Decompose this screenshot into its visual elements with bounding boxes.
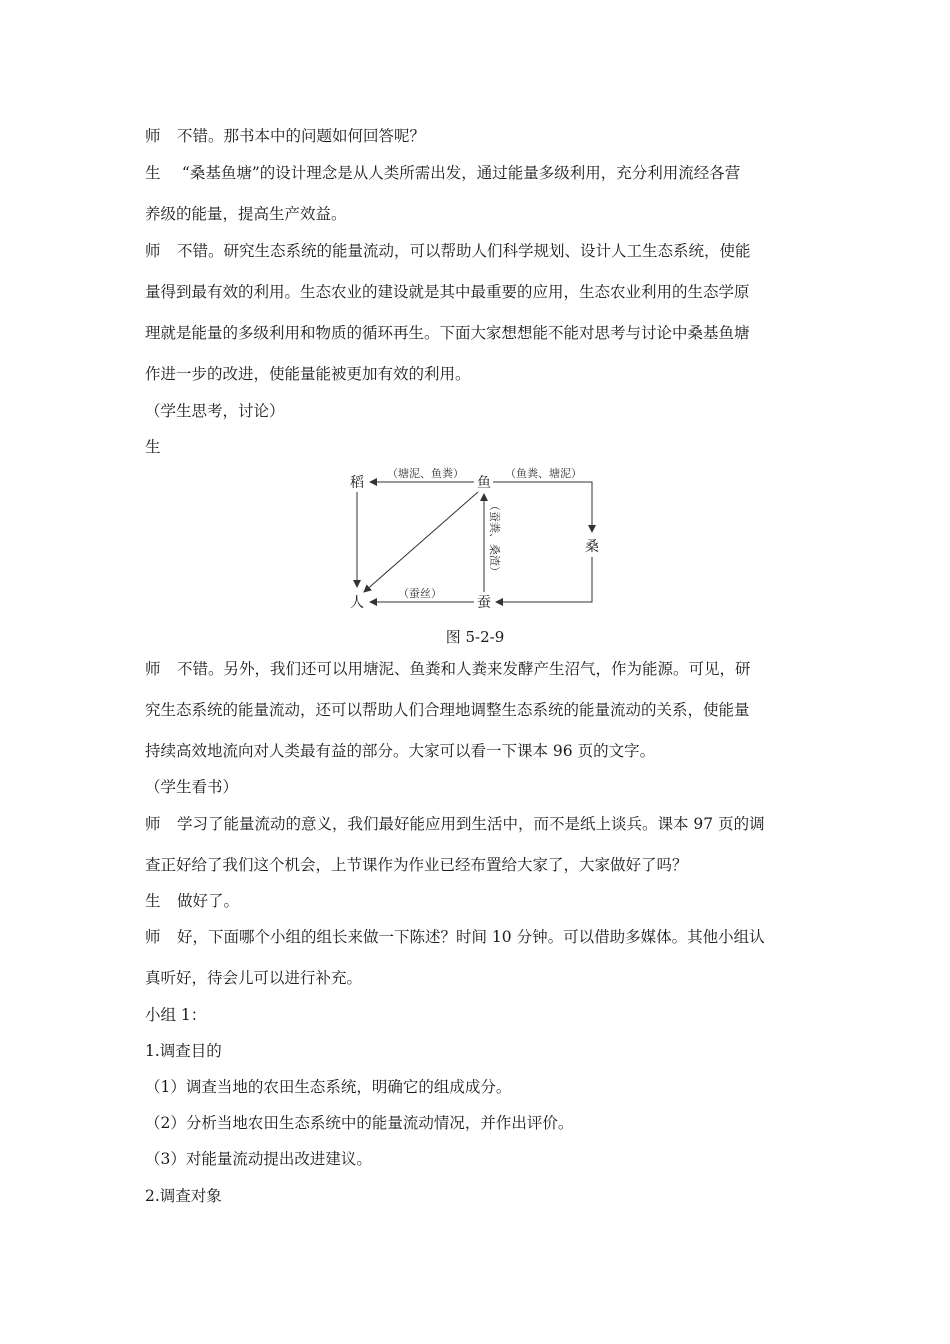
line-text: 学习了能量流动的意义，我们最好能应用到生活中，而不是纸上谈兵。课本 97 页的调 bbox=[177, 815, 765, 833]
line-text: 持续高效地流向对人类最有益的部分。大家可以看一下课本 96 页的文字。 bbox=[145, 742, 656, 760]
dialogue-line bbox=[145, 241, 751, 261]
label-silkworm-to-human: （蚕丝） bbox=[398, 587, 442, 600]
line-text: 小组 1： bbox=[145, 1006, 207, 1024]
line-text: 理就是能量的多级利用和物质的循环再生。下面大家想想能不能对思考与讨论中桑基鱼塘 bbox=[145, 324, 750, 342]
line-text: 究生态系统的能量流动，还可以帮助人们合理地调整生态系统的能量流动的关系，使能量 bbox=[145, 701, 750, 719]
arrow-fish-to-mulberry bbox=[493, 482, 592, 532]
line-text: 养级的能量，提高生产效益。 bbox=[145, 205, 347, 223]
dialogue-line bbox=[145, 777, 238, 797]
line-text: 量得到最有效的利用。生态农业的建设就是其中最重要的应用，生态农业利用的生态学原 bbox=[145, 283, 750, 301]
arrow-mulberry-to-silkworm bbox=[496, 557, 592, 602]
line-text: 作进一步的改进，使能量能被更加有效的利用。 bbox=[145, 365, 471, 383]
dialogue-line bbox=[145, 891, 239, 911]
line-text: 好，下面哪个小组的组长来做一下陈述？时间 10 分钟。可以借助多媒体。其他小组认 bbox=[177, 928, 765, 946]
label-fish-to-mulberry: （鱼粪、塘泥） bbox=[505, 467, 582, 480]
label-silkworm-to-fish: （蚕粪、桑渣） bbox=[488, 500, 501, 577]
dialogue-line bbox=[145, 814, 765, 834]
dialogue-line bbox=[145, 659, 751, 679]
line-text: 查正好给了我们这个机会，上节课作为作业已经布置给大家了，大家做好了吗？ bbox=[145, 856, 688, 874]
speaker-label: 师 bbox=[145, 127, 161, 145]
dialogue-line bbox=[145, 323, 750, 343]
list-item bbox=[145, 1113, 573, 1133]
line-text: 生 bbox=[145, 438, 161, 456]
line-text: （学生看书） bbox=[145, 778, 239, 796]
node-mulberry: 桑 bbox=[585, 539, 599, 555]
dialogue-line bbox=[145, 282, 750, 302]
line-text: 2.调查对象 bbox=[145, 1187, 222, 1205]
line-text: 真听好，待会儿可以进行补充。 bbox=[145, 969, 363, 987]
dialogue-line bbox=[145, 163, 740, 183]
dialogue-line bbox=[145, 855, 688, 875]
dialogue-line bbox=[145, 437, 161, 457]
speaker-label: 师 bbox=[145, 660, 161, 678]
line-text: （2）分析当地农田生态系统中的能量流动情况，并作出评价。 bbox=[145, 1114, 574, 1132]
figure-caption: 图 5-2-9 bbox=[445, 628, 505, 646]
line-text: （学生思考，讨论） bbox=[145, 402, 285, 420]
dialogue-line bbox=[145, 927, 765, 947]
speaker-label: 生 bbox=[145, 164, 161, 182]
line-text: 不错。研究生态系统的能量流动，可以帮助人们科学规划、设计人工生态系统，使能 bbox=[177, 242, 751, 260]
dialogue-line bbox=[145, 968, 362, 988]
line-text: （1）调查当地的农田生态系统，明确它的组成成分。 bbox=[145, 1078, 512, 1096]
dialogue-line bbox=[145, 700, 750, 720]
line-text: （3）对能量流动提出改进建议。 bbox=[145, 1150, 372, 1168]
list-item bbox=[145, 1149, 372, 1169]
line-text: 不错。另外，我们还可以用塘泥、鱼粪和人粪来发酵产生沼气，作为能源。可见，研 bbox=[177, 660, 751, 678]
dialogue-line bbox=[145, 204, 347, 224]
dialogue-line bbox=[145, 741, 655, 761]
energy-flow-diagram bbox=[0, 462, 950, 612]
label-fish-to-rice: （塘泥、鱼粪） bbox=[387, 467, 464, 480]
speaker-label: 师 bbox=[145, 815, 161, 833]
dialogue-line bbox=[145, 364, 471, 384]
section-heading bbox=[145, 1186, 222, 1206]
speaker-label: 师 bbox=[145, 242, 161, 260]
node-human: 人 bbox=[350, 595, 364, 611]
node-fish: 鱼 bbox=[477, 475, 491, 491]
speaker-label: 师 bbox=[145, 928, 161, 946]
arrow-fish-to-human bbox=[364, 492, 478, 592]
node-silkworm: 蚕 bbox=[477, 595, 491, 611]
dialogue-line bbox=[145, 401, 285, 421]
list-item bbox=[145, 1077, 511, 1097]
node-rice: 稻 bbox=[350, 475, 364, 491]
line-text: 不错。那书本中的问题如何回答呢？ bbox=[177, 127, 426, 145]
line-text: 1.调查目的 bbox=[145, 1042, 222, 1060]
section-heading bbox=[145, 1041, 222, 1061]
dialogue-line bbox=[145, 126, 425, 146]
line-text: “桑基鱼塘”的设计理念是从人类所需出发，通过能量多级利用，充分利用流经各营 bbox=[177, 164, 741, 182]
speaker-label: 生 bbox=[145, 892, 161, 910]
line-text: 做好了。 bbox=[177, 892, 240, 910]
dialogue-line bbox=[145, 1005, 206, 1025]
